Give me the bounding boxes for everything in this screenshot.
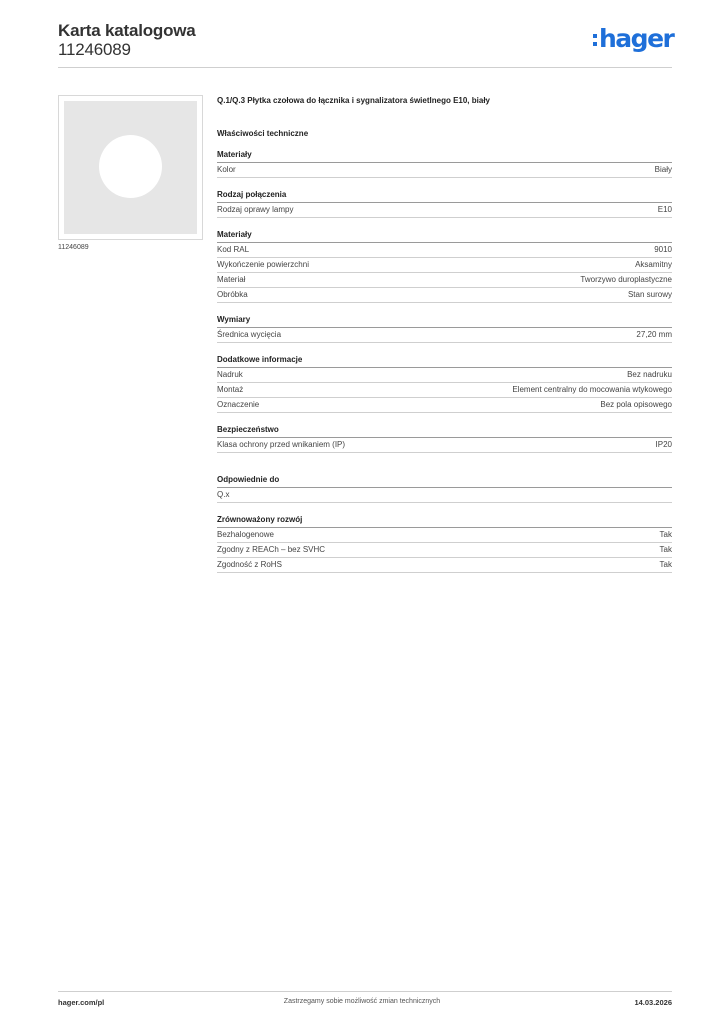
spec-value: Bez nadruku bbox=[627, 370, 672, 379]
spec-row bbox=[217, 528, 672, 543]
plate-cutout bbox=[99, 135, 162, 198]
footer-disclaimer: Zastrzegamy sobie możliwość zmian technicznych bbox=[283, 998, 441, 1005]
spec-group bbox=[217, 475, 672, 503]
logo-text: hager bbox=[599, 24, 674, 53]
spec-label: Kolor bbox=[217, 165, 236, 174]
spec-row bbox=[217, 438, 672, 453]
spec-group-title: Zrównoważony rozwój bbox=[217, 515, 672, 528]
spec-row bbox=[217, 488, 672, 503]
spec-group bbox=[217, 230, 672, 303]
product-title: Q.1/Q.3 Płytka czołowa do łącznika i sygnalizatora świetlnego E10, biały bbox=[217, 96, 490, 105]
spec-label: Klasa ochrony przed wnikaniem (IP) bbox=[217, 440, 346, 449]
spec-group-title: Wymiary bbox=[217, 315, 672, 328]
hager-logo bbox=[593, 25, 673, 59]
spec-row bbox=[217, 543, 672, 558]
spec-row bbox=[217, 328, 672, 343]
spec-label: Montaż bbox=[217, 385, 244, 394]
spec-row bbox=[217, 558, 672, 573]
spec-groups bbox=[217, 150, 672, 573]
spec-label: Obróbka bbox=[217, 290, 248, 299]
footer-divider bbox=[58, 991, 672, 992]
footer-date: 14.03.2026 bbox=[634, 998, 672, 1007]
spec-value: 9010 bbox=[654, 245, 672, 254]
spec-label: Oznaczenie bbox=[217, 400, 260, 409]
header-divider bbox=[58, 67, 672, 68]
spec-value: Element centralny do mocowania wtykowego bbox=[512, 385, 672, 394]
spec-group-title: Dodatkowe informacje bbox=[217, 355, 672, 368]
spec-group-title: Bezpieczeństwo bbox=[217, 425, 672, 438]
spec-label: Zgodny z REACh – bez SVHC bbox=[217, 545, 326, 554]
spec-label: Nadruk bbox=[217, 370, 243, 379]
image-caption: 11246089 bbox=[58, 244, 89, 251]
spec-row bbox=[217, 203, 672, 218]
document-title: Karta katalogowa bbox=[58, 21, 196, 40]
spec-value: Tak bbox=[659, 545, 672, 554]
spec-group-title: Materiały bbox=[217, 150, 672, 163]
spec-group bbox=[217, 515, 672, 573]
spec-group bbox=[217, 150, 672, 178]
spec-row bbox=[217, 383, 672, 398]
spec-row bbox=[217, 273, 672, 288]
spec-group bbox=[217, 355, 672, 413]
spec-content bbox=[217, 96, 672, 573]
spec-group-title: Materiały bbox=[217, 230, 672, 243]
spec-value: Tak bbox=[659, 560, 672, 569]
spec-row bbox=[217, 288, 672, 303]
spec-row bbox=[217, 163, 672, 178]
spec-value: Biały bbox=[654, 165, 672, 174]
spec-label: Q.x bbox=[217, 490, 230, 499]
spec-group-title: Rodzaj połączenia bbox=[217, 190, 672, 203]
product-code: 11246089 bbox=[58, 40, 131, 59]
spec-label: Rodzaj oprawy lampy bbox=[217, 205, 294, 214]
logo-dots-icon bbox=[593, 34, 597, 46]
spec-group bbox=[217, 315, 672, 343]
spec-value: Tworzywo duroplastyczne bbox=[580, 275, 672, 284]
spec-label: Bezhalogenowe bbox=[217, 530, 274, 539]
spec-value: E10 bbox=[657, 205, 672, 214]
spec-group bbox=[217, 190, 672, 218]
spec-label: Wykończenie powierzchni bbox=[217, 260, 309, 269]
spec-row bbox=[217, 398, 672, 413]
spec-group bbox=[217, 425, 672, 453]
spec-label: Kod RAL bbox=[217, 245, 250, 254]
spec-value: Tak bbox=[659, 530, 672, 539]
spec-label: Zgodność z RoHS bbox=[217, 560, 282, 569]
spec-value: Stan surowy bbox=[627, 290, 672, 299]
spec-row bbox=[217, 243, 672, 258]
spec-row bbox=[217, 258, 672, 273]
footer-website: hager.com/pl bbox=[58, 998, 105, 1007]
spec-value: IP20 bbox=[655, 440, 672, 449]
spec-value: 27,20 mm bbox=[636, 330, 672, 339]
spec-value: Bez pola opisowego bbox=[600, 400, 672, 409]
spec-label: Średnica wycięcia bbox=[217, 330, 282, 339]
technical-properties-heading: Właściwości techniczne bbox=[217, 129, 309, 138]
spec-row bbox=[217, 368, 672, 383]
product-image bbox=[58, 95, 203, 240]
spec-group-title: Odpowiednie do bbox=[217, 475, 672, 488]
cover-plate-image bbox=[64, 101, 197, 234]
spec-label: Materiał bbox=[217, 275, 246, 284]
spec-value: Aksamitny bbox=[635, 260, 672, 269]
